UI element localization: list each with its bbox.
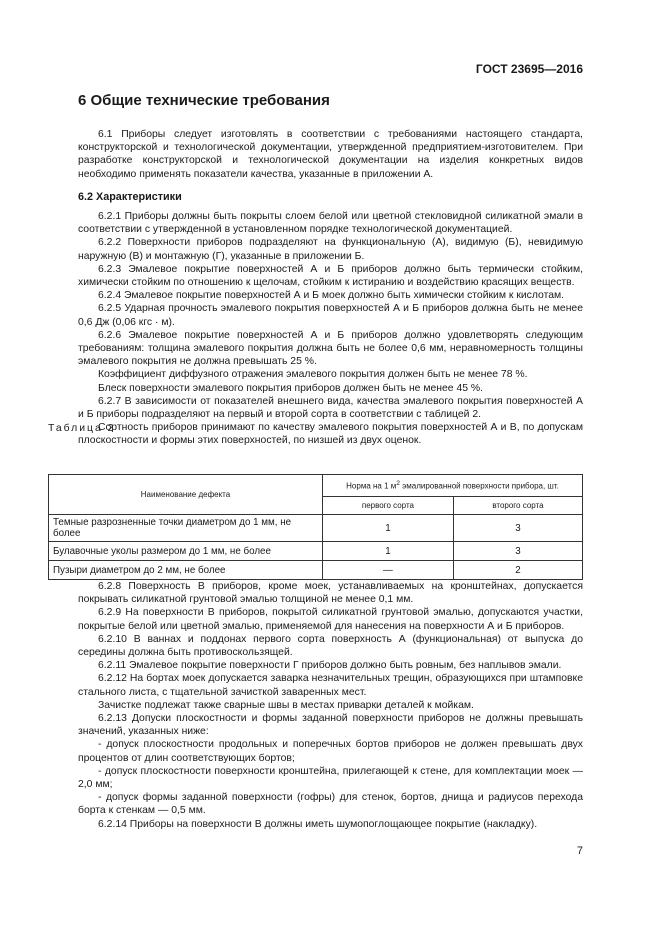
list-item: - допуск плоскостности поверхности кронштейна, прилегающей к стене, для комплектации моек — 2,0 мм; [78,765,583,791]
paragraph: Блеск поверхности эмалевого покрытия приборов должен быть не менее 45 %. [98,382,484,394]
paragraph: Зачистке подлежат также сварные швы в местах приварки деталей к мойкам. [98,699,474,711]
header-second-grade: второго сорта [453,497,582,515]
standard-number: ГОСТ 23695—2016 [475,62,583,76]
paragraph: 6.2.11 Эмалевое покрытие поверхности Г приборов должно быть ровным, без наплывов эмали. [98,660,562,672]
paragraph: 6.2.9 На поверхности В приборов, покрытой силикатной грунтовой эмалью, допускаются участки, покрытые белой или цветной эмалью, применяемой для нанесения на поверхности А и Б приборов. [78,607,583,632]
defects-table [48,474,583,580]
header-norm: Норма на 1 $м^2$ эмалированной поверхности прибора, шт. [323,475,583,497]
paragraph: Коэффициент диффузного отражения эмалевого покрытия должен быть не менее 78 %. [98,369,528,381]
subsection-title: 6.2 Характеристики [78,190,182,203]
paragraph-6-1: 6.1 Приборы следует изготовлять в соответствии с требованиями настоящего стандарта, конструкторской и технологической документации, утвержденной предприятием-изготовителем. При разработке конструкторской и технологической документации на изделия конкретных видов необходимо применять показатели качества, указанные в приложении А. [78,129,583,180]
page-number: 7 [576,845,583,857]
paragraph: Сортность приборов принимают по качеству эмалевого покрытия поверхностей А и В, по допускам плоскостности и формы этих поверхностей, по низшей из двух оценок. [78,422,583,447]
defect-name: Пузыри диаметром до 2 мм, не более [49,561,323,580]
paragraph: 6.2.2 Поверхности приборов подразделяют на функциональную (А), видимую (Б), невидимую наружную (В) и монтажную (Г), указанные в приложении Б. [78,237,583,262]
first-grade-value: — [323,561,454,580]
paragraph: 6.2.6 Эмалевое покрытие поверхностей А и Б приборов должно удовлетворять следующим требованиям: толщина эмалевого покрытия должна быть не более 0,6 мм, неравномерность толщины эмалевого покрытия не должна превышать 25 %. [78,329,583,368]
table-row [49,561,583,580]
table-row [49,515,583,542]
list-item: - допуск формы заданной поверхности (гофры) для стенок, бортов, днища и радиусов перехода борта к стенкам — 0,5 мм. [78,792,583,817]
first-grade-value: 1 [323,515,454,542]
paragraph: 6.2.10 В ваннах и поддонах первого сорта поверхность А (функциональная) от выпуска до середины должна быть противоскользящей. [78,633,583,659]
section-body-continued [78,580,583,831]
paragraph: 6.2.7 В зависимости от показателей внешнего вида, качества эмалевого покрытия поверхностей А и Б приборы подразделяют на первый и второй сорта в соответствии с таблицей 2. [78,395,583,421]
paragraph: 6.2.14 Приборы на поверхности В должны иметь шумопоглощающее покрытие (накладку). [98,818,538,830]
header-defect: Наименование дефекта [49,475,323,515]
second-grade-value: 2 [453,561,582,580]
table-caption: Таблица 2 [48,423,116,434]
paragraph: 6.2.3 Эмалевое покрытие поверхностей А и Б приборов должно быть термически стойким, химически стойким по отношению к щелочам, стойким к истиранию и воздействию красящих веществ. [78,263,583,289]
defect-name: Булавочные уколы размером до 1 мм, не более [49,542,323,561]
paragraph: 6.2.1 Приборы должны быть покрыты слоем белой или цветной стекловидной силикатной эмали в соответствии с утвержденной в установленном порядке технологической документацией. [78,211,583,236]
second-grade-value: 3 [453,542,582,561]
first-grade-value: 1 [323,542,454,561]
list-item: - допуск плоскостности продольных и поперечных бортов приборов не должен превышать двух процентов от длин соответствующих бортов; [78,739,583,764]
section-title: 6 Общие технические требования [78,92,330,109]
defect-name: Темные разрозненные точки диаметром до 1 мм, не более [49,515,323,542]
second-grade-value: 3 [453,515,582,542]
table-row [49,542,583,561]
paragraph: 6.2.5 Ударная прочность эмалевого покрытия поверхностей А и Б приборов должна быть не менее 0,6 Дж (0,06 кгс · м). [78,303,583,328]
section-body [78,128,583,448]
paragraph: 6.2.4 Эмалевое покрытие поверхностей А и Б моек должно быть химически стойким к кислотам. [98,290,565,302]
paragraph: 6.2.8 Поверхность В приборов, кроме моек, устанавливаемых на кронштейнах, допускается покрывать силикатной грунтовой эмалью толщиной не менее 0,1 мм. [78,581,583,606]
paragraph: 6.2.13 Допуски плоскостности и формы заданной поверхности приборов не должны превышать значений, указанных ниже: [78,713,583,738]
header-first-grade: первого сорта [323,497,454,515]
paragraph: 6.2.12 На бортах моек допускается заварка незначительных трещин, образующихся при штамповке стального листа, с тщательной зачисткой заваренных мест. [78,673,583,698]
